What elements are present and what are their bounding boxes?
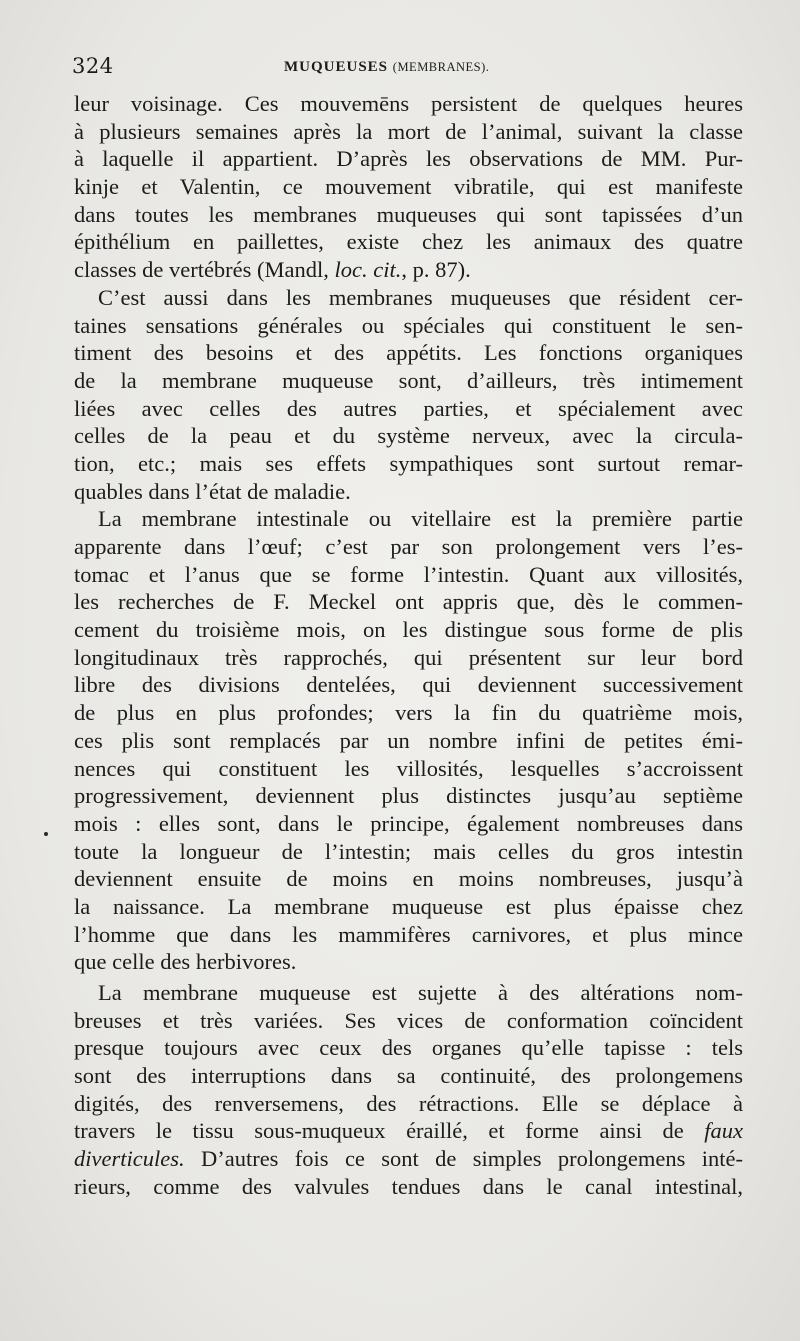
text-line: à laquelle il appartient. D’après les observations de MM. Pur- [74,146,743,172]
text-line: progressivement, deviennent plus distinctes jusqu’au septième [74,783,743,809]
text-line: épithélium en paillettes, existe chez les animaux des quatre [74,229,743,255]
paragraph [74,90,743,284]
paragraph [74,284,743,506]
text-line: La membrane intestinale ou vitellaire est la première partie [98,506,743,532]
text-line: ces plis sont remplacés par un nombre infini de petites émi- [74,727,743,753]
text-line: sont des interruptions dans sa continuité, des prolongemens [74,1063,743,1089]
paragraph [74,505,743,976]
body-text [74,90,743,1201]
text-line: presque toujours avec ceux des organes qu’elle tapisse : tels [74,1035,743,1061]
text-line: timent des besoins et des appétits. Les fonctions organiques [74,340,743,366]
text-line: La membrane muqueuse est sujette à des altérations nom- [98,980,743,1005]
text-line: leur voisinage. Ces mouvemēns persistent de quelques heures [74,91,743,116]
text-line: cement du troisième mois, on les distingue sous forme de plis [74,617,743,643]
text-line: dans toutes les membranes muqueuses qui sont tapissées d’un [74,201,743,227]
text-line: deviennent ensuite de moins en moins nombreuses, jusqu’à [74,866,743,892]
text-line: de plus en plus profondes; vers la fin du quatrième mois, [74,700,743,726]
page-header [72,54,742,84]
text-line: taines sensations générales ou spéciales qui constituent le sen- [74,312,743,338]
text-line: liées avec celles des autres parties, et spécialement avec [74,395,743,421]
text-line: diverticules. D’autres fois ce sont de simples prolongemens inté- [74,1146,743,1172]
text-line: l’homme que dans les mammifères carnivores, et plus mince [74,921,743,947]
text-line: longitudinaux très rapprochés, qui présentent sur leur bord [74,644,743,670]
text-line: toute la longueur de l’intestin; mais celles du gros intestin [74,838,743,864]
text-line: nences qui constituent les villosités, lesquelles s’accroissent [74,755,743,781]
text-line: classes de vertébrés (Mandl, loc. cit., p. 87). [74,257,471,283]
text-line: rieurs, comme des valvules tendues dans le canal intestinal, [74,1173,743,1199]
page-number: 324 [72,54,114,78]
text-line: la naissance. La membrane muqueuse est plus épaisse chez [74,893,743,919]
paper-speck [44,832,48,836]
text-line: que celle des herbivores. [74,949,297,975]
text-line: travers le tissu sous-muqueux éraillé, et forme ainsi de faux [74,1118,743,1144]
text-line: kinje et Valentin, ce mouvement vibratile, qui est manifeste [74,174,743,200]
text-line: quables dans l’état de maladie. [74,478,351,504]
running-head [284,59,489,76]
text-line: C’est aussi dans les membranes muqueuses que résident cer- [98,284,743,310]
text-line: celles de la peau et du système nerveux, avec la circula- [74,423,743,449]
text-line: à plusieurs semaines après la mort de l’animal, suivant la classe [74,118,743,144]
running-head-main: MUQUEUSES [284,59,389,75]
text-line: mois : elles sont, dans le principe, également nombreuses dans [74,810,743,836]
text-line: apparente dans l’œuf; c’est par son prolongement vers l’es- [74,534,743,559]
text-line: tion, etc.; mais ses effets sympathiques sont surtout remar- [74,450,743,476]
text-line: tomac et l’anus que se forme l’intestin. Quant aux villosités, [74,561,743,587]
text-line: les recherches de F. Meckel ont appris que, dès le commen- [74,589,743,615]
text-line: breuses et très variées. Ses vices de conformation coïncident [74,1007,743,1033]
paragraph [74,979,743,1201]
text-line: digités, des renversemens, des rétractions. Elle se déplace à [74,1090,743,1116]
running-head-sub: (MEMBRANES). [392,60,490,74]
text-line: libre des divisions dentelées, qui deviennent successivement [74,672,743,698]
text-line: de la membrane muqueuse sont, d’ailleurs, très intimement [74,367,743,393]
